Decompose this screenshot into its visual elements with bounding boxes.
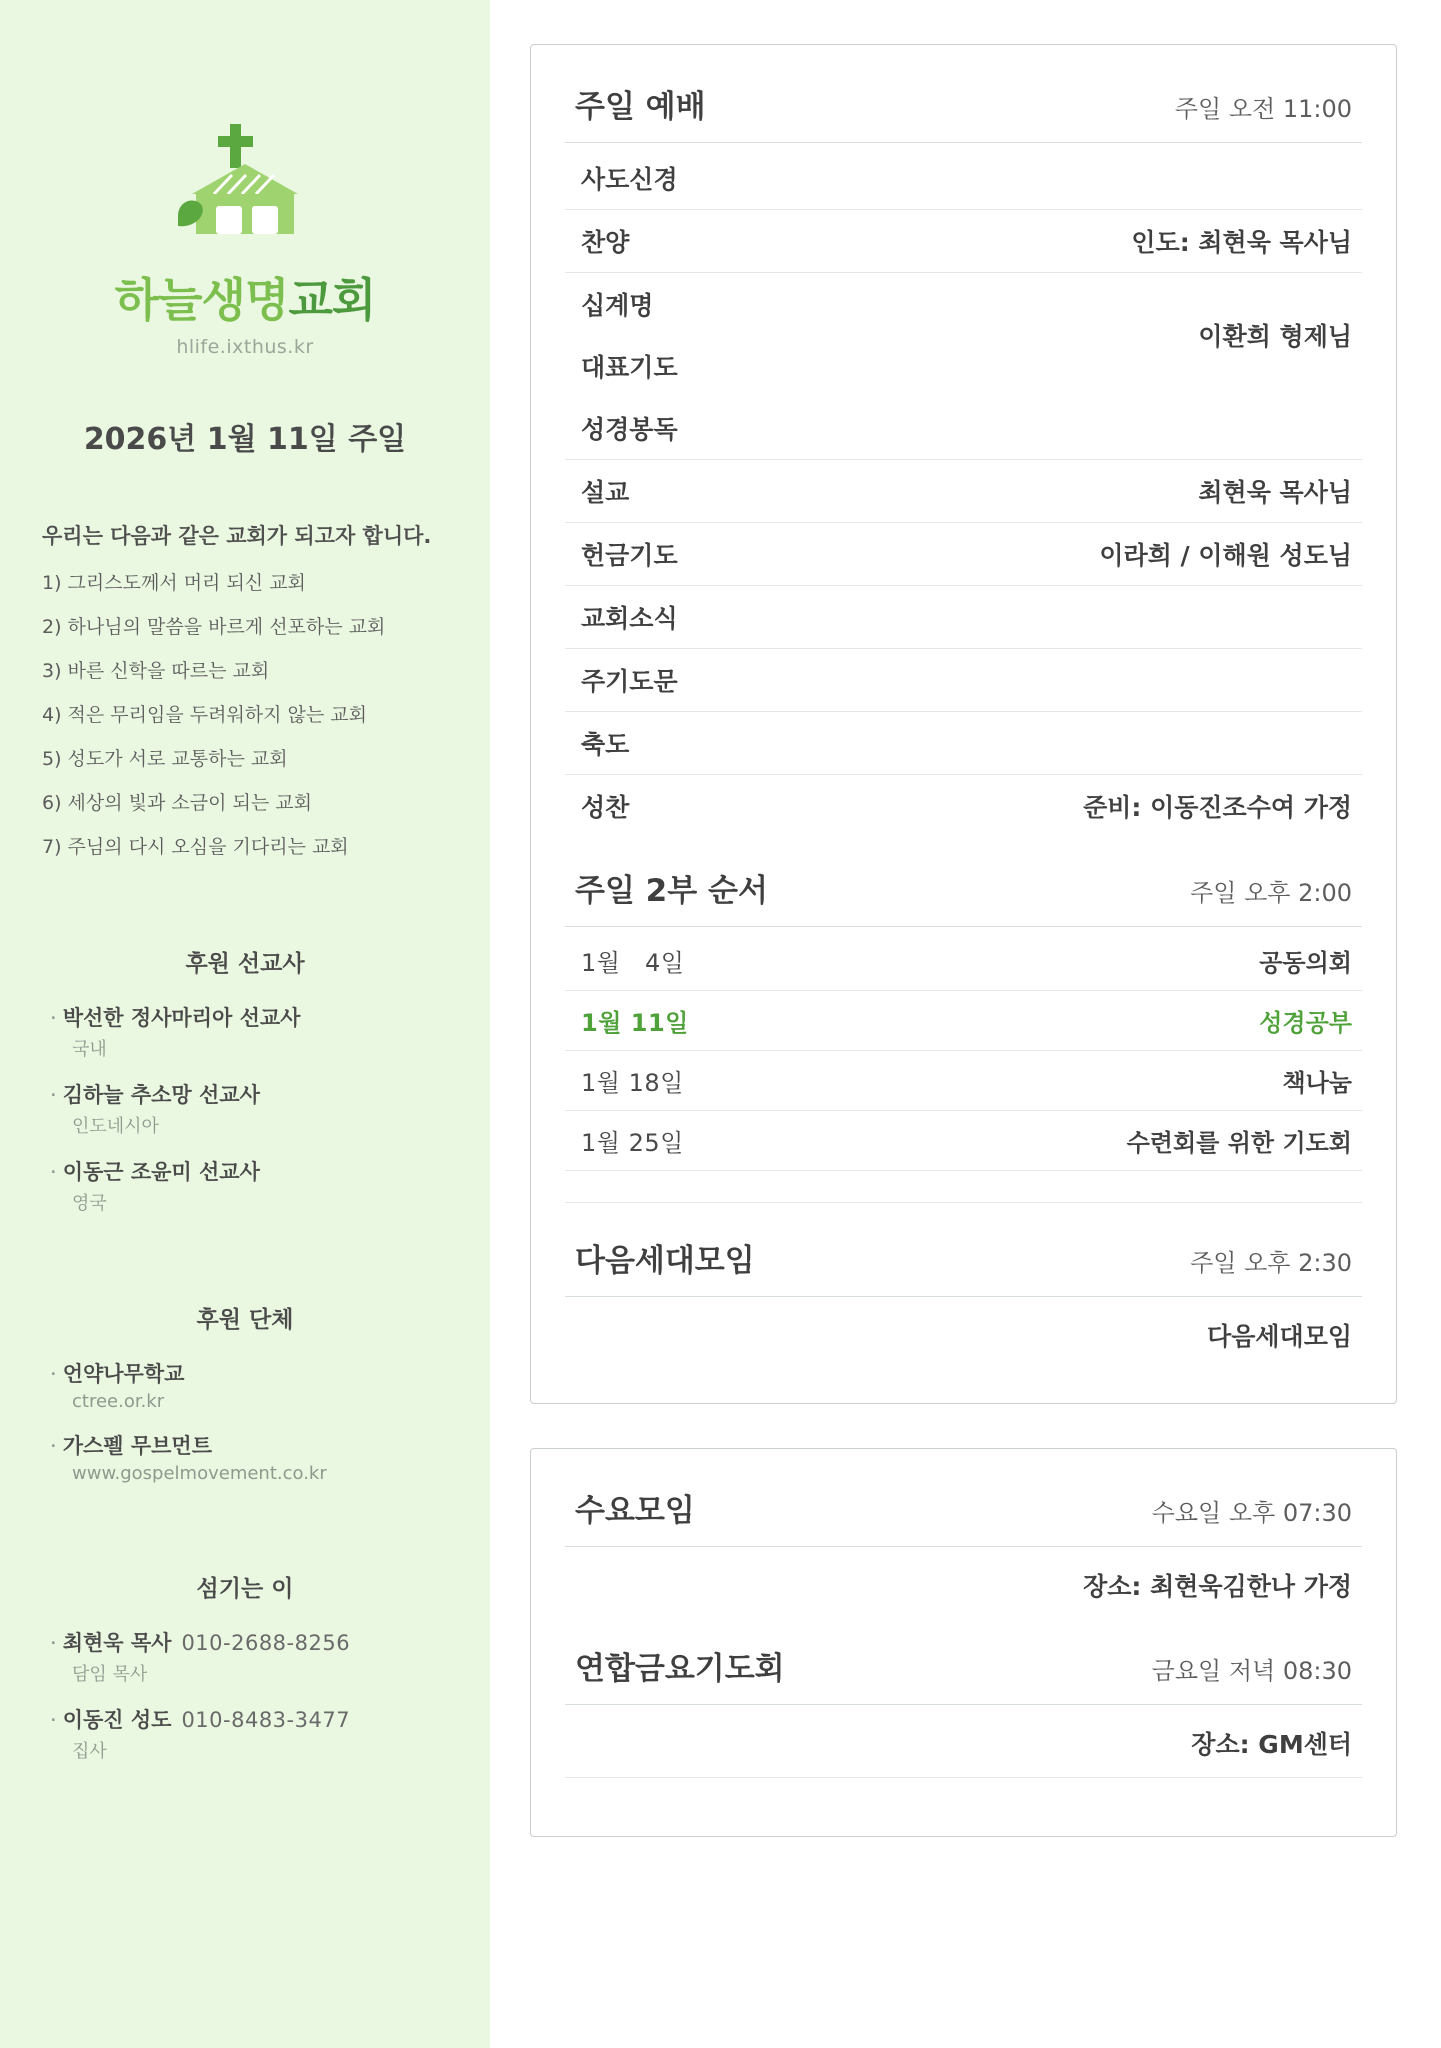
bullet-icon: · (50, 1006, 57, 1030)
schedule-date: 1월 25일 (581, 1129, 684, 1157)
order-label: 교회소식 (581, 604, 678, 633)
order-row (565, 775, 1362, 837)
schedule-name: 책나눔 (1282, 1069, 1352, 1097)
next-gen-header (565, 1225, 1362, 1297)
order-label: 설교 (581, 478, 630, 507)
next-gen-rows (565, 1301, 1362, 1369)
vision-item: 3) 바른 신학을 따르는 교회 (42, 660, 270, 682)
sunday-service-rows (565, 147, 1362, 837)
info-value: 다음세대모임 (1207, 1322, 1352, 1351)
staff-title: 섬기는 이 (196, 1576, 294, 1602)
info-row-empty (565, 1778, 1362, 1802)
vision-item: 7) 주님의 다시 오심을 기다리는 교회 (42, 836, 349, 858)
order-label: 사도신경 (581, 165, 678, 194)
section-time: 주일 오후 2:00 (1190, 879, 1352, 907)
schedule-row (565, 1111, 1362, 1171)
order-pair-group (565, 273, 1362, 397)
organizations-title: 후원 단체 (196, 1307, 294, 1333)
schedule-row-empty (565, 1171, 1362, 1203)
missionary-name: · 김하늘 추소망 선교사 (50, 1083, 260, 1107)
list-item (40, 1002, 450, 1061)
section-title: 연합금요기도회 (575, 1651, 785, 1687)
section-time: 주일 오후 2:30 (1190, 1249, 1352, 1277)
sunday-service-header (565, 71, 1362, 143)
info-value: 장소: 최현욱김한나 가정 (1083, 1572, 1352, 1601)
order-label: 십계명 (581, 291, 654, 320)
schedule-name: 성경공부 (1259, 1009, 1352, 1037)
order-row (565, 586, 1362, 649)
organization-url: www.gospelmovement.co.kr (72, 1463, 327, 1484)
staff-role: 담임 목사 (72, 1664, 148, 1685)
missionary-region: 국내 (72, 1039, 107, 1060)
organization-name: · 언약나무학교 (50, 1362, 185, 1386)
vision-item: 4) 적은 무리임을 두려워하지 않는 교회 (42, 704, 368, 726)
info-row (565, 1301, 1362, 1369)
staff-list (40, 1627, 450, 1763)
organization-url: ctree.or.kr (72, 1391, 165, 1412)
wednesday-rows (565, 1551, 1362, 1619)
organizations-list (40, 1358, 450, 1484)
order-label: 성찬 (581, 793, 630, 822)
order-label: 주기도문 (581, 667, 678, 696)
second-service-header (565, 855, 1362, 927)
vision-item: 2) 하나님의 말씀을 바르게 선포하는 교회 (42, 616, 386, 638)
schedule-row (565, 1051, 1362, 1111)
schedule-row (565, 931, 1362, 991)
missionaries-list (40, 1002, 450, 1215)
section-title: 다음세대모임 (575, 1243, 755, 1279)
staff-name-row: · 이동진 성도 010-8483-3477 (50, 1708, 351, 1732)
friday-rows (565, 1709, 1362, 1802)
list-item (40, 1430, 450, 1484)
sunday-card (530, 44, 1397, 1404)
church-website: hlife.ixthus.kr (176, 336, 314, 358)
missionary-region: 영국 (72, 1193, 107, 1214)
second-service-rows (565, 931, 1362, 1203)
order-label: 찬양 (581, 228, 630, 257)
info-value: 장소: GM센터 (1191, 1730, 1352, 1759)
section-title: 주일 예배 (575, 89, 706, 125)
bullet-icon: · (50, 1160, 57, 1184)
wednesday-header (565, 1475, 1362, 1547)
staff-role: 집사 (72, 1741, 107, 1762)
bulletin-date: 2026년 1월 11일 주일 (83, 422, 407, 457)
weekday-card (530, 1448, 1397, 1837)
vision-item: 5) 성도가 서로 교통하는 교회 (42, 748, 288, 770)
vision-item: 1) 그리스도께서 머리 되신 교회 (42, 572, 306, 594)
church-name-part1: 하늘생명 (114, 273, 289, 327)
schedule-name: 공동의회 (1259, 949, 1352, 977)
main-content (490, 0, 1441, 2048)
order-row (565, 210, 1362, 273)
list-item (40, 1156, 450, 1215)
section-time: 주일 오전 11:00 (1174, 95, 1352, 123)
schedule-date: 1월 18일 (581, 1069, 684, 1097)
church-building-icon (40, 120, 450, 250)
order-label: 축도 (581, 730, 630, 759)
list-item (40, 1704, 450, 1763)
church-logo-block (40, 120, 450, 358)
friday-header (565, 1633, 1362, 1705)
order-row (565, 649, 1362, 712)
schedule-date: 1월 4일 (581, 949, 685, 977)
order-value: 인도: 최현욱 목사님 (1131, 228, 1352, 257)
list-item (40, 1358, 450, 1412)
order-label: 성경봉독 (581, 415, 678, 444)
section-title: 수요모임 (575, 1493, 695, 1529)
staff-phone: 010-8483-3477 (181, 1708, 351, 1732)
list-item (40, 1079, 450, 1138)
missionary-name: · 이동근 조윤미 선교사 (50, 1160, 260, 1184)
list-item (40, 1627, 450, 1686)
missionaries-title: 후원 선교사 (185, 951, 305, 977)
bullet-icon: · (50, 1434, 57, 1458)
missionary-region: 인도네시아 (72, 1116, 159, 1137)
section-time: 수요일 오후 07:30 (1151, 1499, 1352, 1527)
info-row (565, 1551, 1362, 1619)
vision-list (40, 568, 450, 859)
organization-name: · 가스펠 무브먼트 (50, 1434, 212, 1458)
schedule-name: 수련회를 위한 기도회 (1126, 1129, 1352, 1157)
order-value: 이라희 / 이해원 성도님 (1099, 541, 1352, 570)
missionary-name: · 박선한 정사마리아 선교사 (50, 1006, 301, 1030)
order-row (565, 460, 1362, 523)
order-label: 대표기도 (581, 353, 678, 382)
staff-name-row: · 최현욱 목사 010-2688-8256 (50, 1631, 351, 1655)
info-row (565, 1709, 1362, 1778)
order-row (565, 712, 1362, 775)
vision-item: 6) 세상의 빛과 소금이 되는 교회 (42, 792, 312, 814)
order-value: 이환희 형제님 (1198, 322, 1352, 351)
vision-title: 우리는 다음과 같은 교회가 되고자 합니다. (42, 524, 432, 548)
bullet-icon: · (50, 1708, 57, 1732)
church-name-part2: 교회 (288, 273, 376, 327)
order-row (565, 397, 1362, 460)
staff-phone: 010-2688-8256 (181, 1631, 351, 1655)
church-name (40, 264, 450, 330)
section-time: 금요일 저녁 08:30 (1151, 1657, 1352, 1685)
section-title: 주일 2부 순서 (575, 873, 768, 909)
sidebar (0, 0, 490, 2048)
bullet-icon: · (50, 1631, 57, 1655)
order-value: 준비: 이동진조수여 가정 (1083, 793, 1352, 822)
order-row (565, 523, 1362, 586)
bullet-icon: · (50, 1083, 57, 1107)
bullet-icon: · (50, 1362, 57, 1386)
order-value: 최현욱 목사님 (1198, 478, 1352, 507)
schedule-date: 1월 11일 (581, 1009, 689, 1037)
order-row (565, 147, 1362, 210)
schedule-row-active (565, 991, 1362, 1051)
order-label: 헌금기도 (581, 541, 678, 570)
